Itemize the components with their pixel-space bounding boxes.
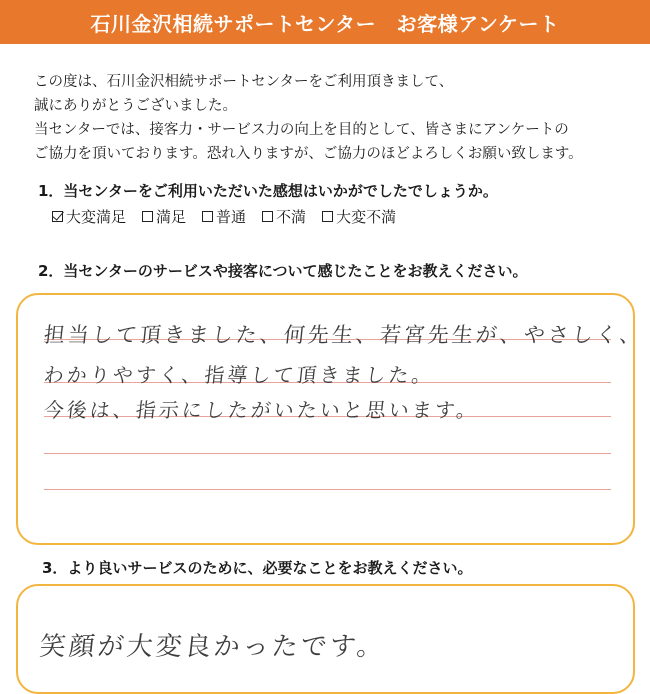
checkbox-icon[interactable] <box>202 211 213 222</box>
handwritten-answer-line: わかりやすく、指導して頂きました。 <box>42 363 436 387</box>
question-2-label: 2．当センターのサービスや接客について感じたことをお教えください。 <box>38 262 528 280</box>
checkbox-icon[interactable] <box>262 211 273 222</box>
option-dissatisfied[interactable] <box>262 206 306 227</box>
option-label: 満足 <box>156 208 187 226</box>
intro-line: この度は、石川金沢相続サポートセンターをご利用頂きまして、 <box>34 74 454 90</box>
survey-header <box>0 0 650 44</box>
question-1-label: 1．当センターをご利用いただいた感想はいかがでしたでしょうか。 <box>38 182 498 200</box>
question-3-label: 3．より良いサービスのために、必要なことをお教えください。 <box>42 559 473 577</box>
intro-text <box>34 70 634 166</box>
satisfaction-options <box>52 206 396 227</box>
checkbox-checked-icon[interactable] <box>52 211 63 222</box>
handwritten-answer-line: 今後は、指示にしたがいたいと思います。 <box>42 398 481 422</box>
answer-box-3[interactable] <box>16 584 635 694</box>
handwritten-answer-line: 笑顔が大変良かったです。 <box>38 632 388 662</box>
ruled-line <box>44 489 611 490</box>
option-label: 大変不満 <box>336 208 397 226</box>
checkbox-icon[interactable] <box>142 211 153 222</box>
option-neutral[interactable] <box>202 206 246 227</box>
ruled-line <box>44 453 611 454</box>
option-label: 大変満足 <box>66 208 127 226</box>
handwritten-answer-line: 担当して頂きました、何先生、若宮先生が、やさしく、 <box>42 323 645 347</box>
option-satisfied[interactable] <box>142 206 186 227</box>
survey-title: 石川金沢相続サポートセンター お客様アンケート <box>90 11 560 36</box>
option-very-satisfied[interactable] <box>52 206 126 227</box>
option-label: 不満 <box>276 208 307 226</box>
option-label: 普通 <box>216 208 247 226</box>
intro-line: 誠にありがとうございました。 <box>34 98 237 114</box>
intro-line: 当センターでは、接客力・サービス力の向上を目的として、皆さまにアンケートの <box>34 122 569 138</box>
answer-box-2[interactable] <box>16 293 645 545</box>
intro-line: ご協力を頂いております。恐れ入りますが、ご協力のほどよろしくお願い致します。 <box>34 146 583 162</box>
checkbox-icon[interactable] <box>322 211 333 222</box>
option-very-dissatisfied[interactable] <box>322 206 396 227</box>
